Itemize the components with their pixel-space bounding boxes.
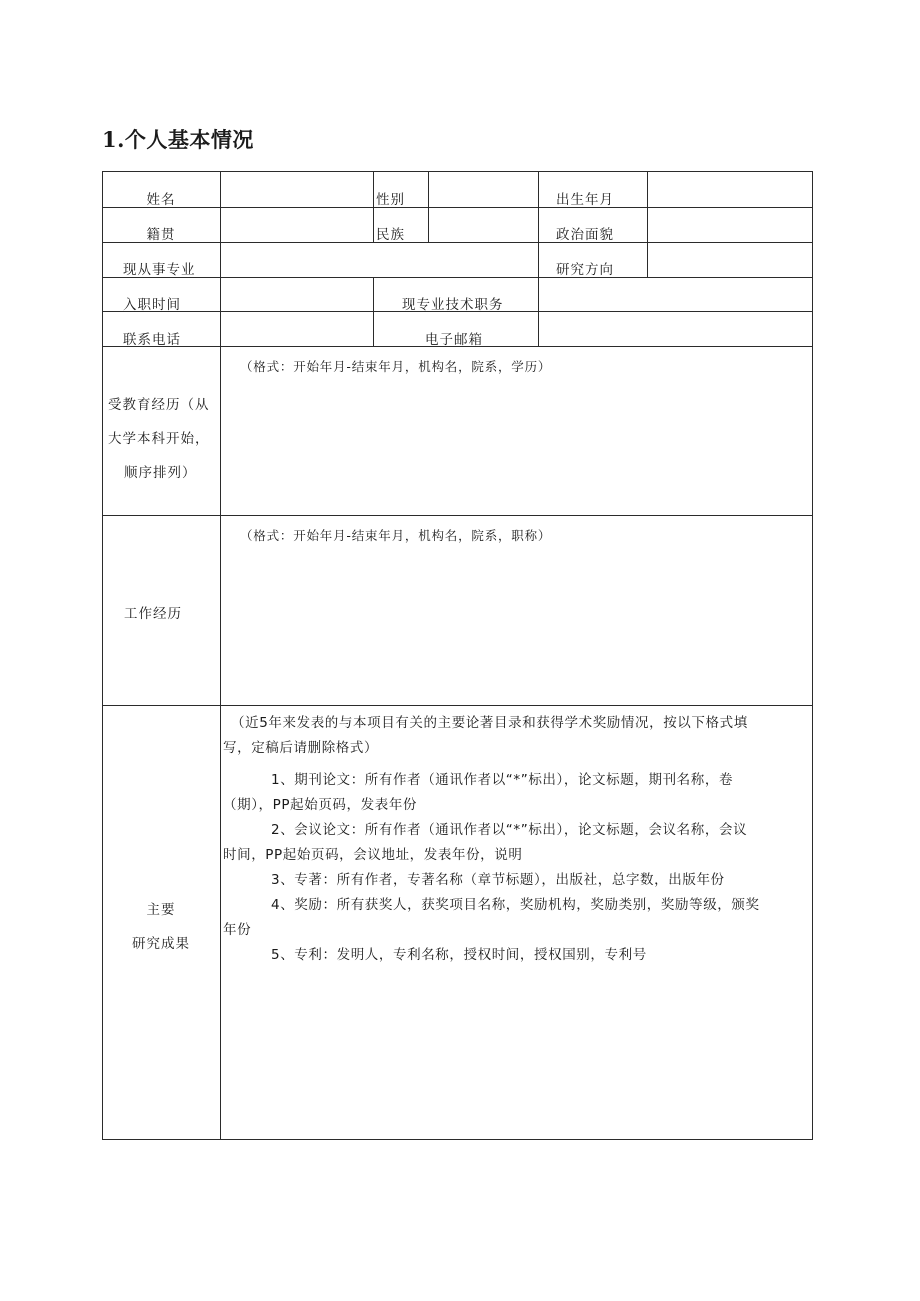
item2-line1: 2、会议论文：所有作者（通讯作者以“*”标出），论文标题，会议名称，会议 bbox=[271, 822, 748, 838]
label-education-line1: 受教育经历（从 bbox=[108, 397, 210, 413]
label-research-direction: 研究方向 bbox=[556, 262, 614, 278]
label-hire-date: 入职时间 bbox=[123, 297, 181, 313]
research-intro bbox=[223, 711, 813, 761]
row-divider bbox=[102, 705, 813, 706]
label-political-status: 政治面貌 bbox=[556, 227, 614, 243]
column-divider bbox=[538, 171, 539, 277]
gender-field[interactable] bbox=[429, 172, 538, 207]
education-format-hint: （格式：开始年月-结束年月，机构名，院系，学历） bbox=[240, 359, 552, 374]
label-education-line3: 顺序排列） bbox=[124, 465, 197, 481]
column-divider bbox=[373, 277, 374, 346]
item5: 5、专利：发明人，专利名称，授权时间，授权国别，专利号 bbox=[271, 947, 647, 963]
label-education-line2: 大学本科开始， bbox=[108, 431, 210, 447]
label-ethnicity: 民族 bbox=[376, 227, 405, 243]
ethnicity-field[interactable] bbox=[429, 208, 538, 242]
item1-line2: （期），PP起始页码，发表年份 bbox=[223, 797, 418, 813]
research-items bbox=[223, 768, 813, 968]
label-email: 电子邮箱 bbox=[425, 332, 483, 348]
phone-field[interactable] bbox=[221, 312, 373, 346]
column-divider bbox=[373, 171, 374, 242]
item4-line1: 4、奖励：所有获奖人，获奖项目名称，奖励机构，奖励类别，奖励等级，颁奖 bbox=[271, 897, 760, 913]
tech-title-field[interactable] bbox=[539, 278, 812, 311]
label-tech-title: 现专业技术职务 bbox=[402, 297, 504, 313]
hire-date-field[interactable] bbox=[221, 278, 373, 311]
table-border-left bbox=[102, 171, 103, 1140]
education-field[interactable] bbox=[221, 378, 812, 514]
work-format-hint: （格式：开始年月-结束年月，机构名，院系，职称） bbox=[240, 528, 552, 543]
section-title: 1.个人基本情况 bbox=[102, 127, 254, 152]
item1-line1: 1、期刊论文：所有作者（通讯作者以“*”标出），论文标题，期刊名称，卷 bbox=[271, 772, 734, 788]
political-status-field[interactable] bbox=[648, 208, 812, 242]
research-direction-field[interactable] bbox=[648, 243, 812, 277]
label-phone: 联系电话 bbox=[123, 332, 181, 348]
label-current-major: 现从事专业 bbox=[123, 262, 196, 278]
label-native-place: 籍贯 bbox=[146, 227, 176, 243]
research-intro-line1: （近5年来发表的与本项目有关的主要论著目录和获得学术奖励情况，按以下格式填 bbox=[231, 715, 748, 731]
work-field[interactable] bbox=[221, 546, 812, 704]
birth-field[interactable] bbox=[648, 172, 812, 207]
row-divider bbox=[102, 515, 813, 516]
current-major-field[interactable] bbox=[221, 243, 538, 277]
item3: 3、专著：所有作者，专著名称（章节标题），出版社，总字数，出版年份 bbox=[271, 872, 725, 888]
table-border-bottom bbox=[102, 1139, 813, 1140]
name-field[interactable] bbox=[221, 172, 373, 207]
item2-line2: 时间，PP起始页码，会议地址，发表年份，说明 bbox=[223, 847, 523, 863]
label-research-line1: 主要 bbox=[146, 902, 176, 918]
research-field[interactable] bbox=[221, 975, 812, 1138]
label-name: 姓名 bbox=[146, 192, 176, 208]
label-gender: 性别 bbox=[376, 192, 405, 208]
label-work: 工作经历 bbox=[124, 606, 182, 622]
research-intro-line2: 写，定稿后请删除格式） bbox=[223, 740, 379, 756]
label-research-line2: 研究成果 bbox=[132, 936, 190, 952]
native-place-field[interactable] bbox=[221, 208, 373, 242]
table-border-right bbox=[812, 171, 813, 1140]
label-birth: 出生年月 bbox=[556, 192, 614, 208]
item4-line2: 年份 bbox=[223, 922, 252, 938]
email-field[interactable] bbox=[539, 312, 812, 346]
